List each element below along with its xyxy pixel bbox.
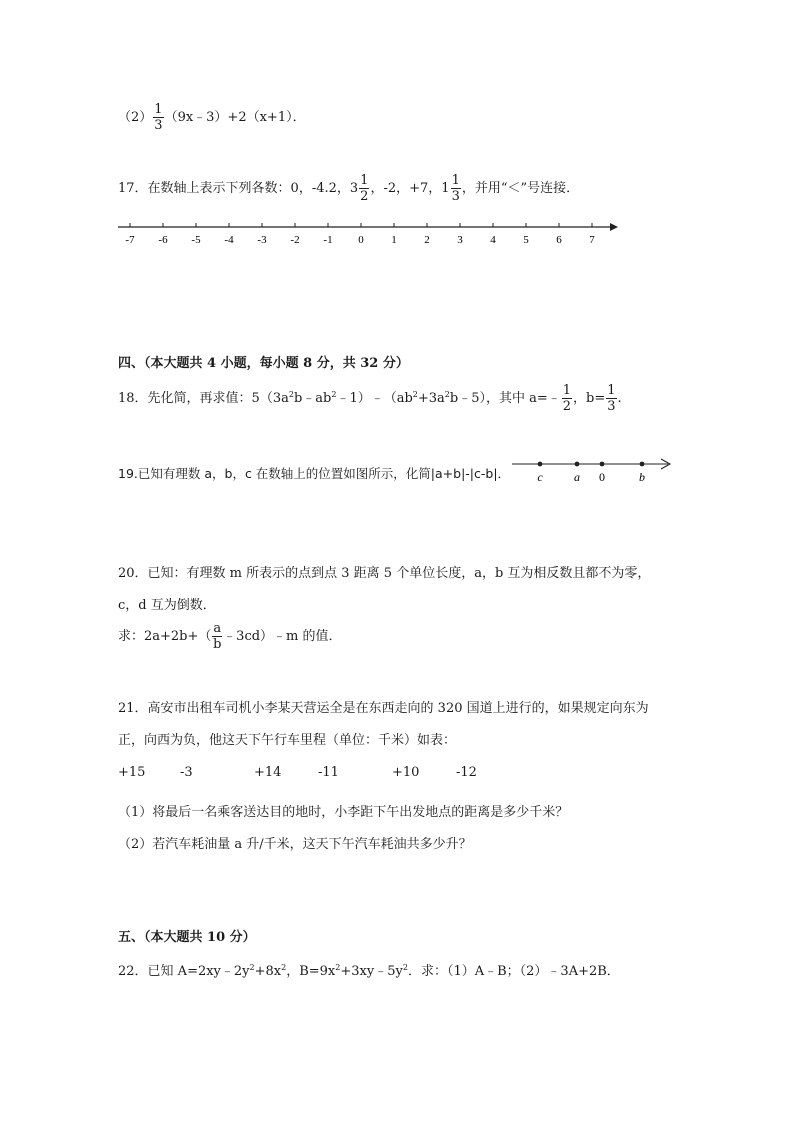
q17-axis-tick-label: -7 <box>125 234 135 246</box>
q17-mixed-1 <box>350 174 371 203</box>
q18-part4: +3a <box>417 391 445 406</box>
q18-part5: b﹣5），其中 a=﹣ <box>449 391 561 406</box>
q17-mixed2-whole: 1 <box>441 181 450 196</box>
q16-frac-num: 1 <box>154 102 163 117</box>
q16-part2 <box>118 103 306 132</box>
q19-label-c: c <box>537 470 543 484</box>
q17-mixed-2 <box>441 174 462 203</box>
q18-part2: b﹣ab <box>293 391 332 406</box>
q19-point-b <box>640 462 645 467</box>
q21-line1: 21．高安市出租车司机小李某天营运全是在东西走向的 320 国道上进行的，如果规定向东为 <box>118 701 649 716</box>
q22-part4: +3xy﹣5y <box>340 964 403 979</box>
q20-fraction <box>212 622 222 651</box>
section4-heading: 四、（本大题共 4 小题，每小题 8 分，共 32 分） <box>118 356 409 371</box>
q22-text <box>118 960 620 979</box>
q19-number-line <box>510 452 680 488</box>
q17-axis-tick-label: 0 <box>358 234 364 246</box>
section5-heading: 五、（本大题共 10 分） <box>118 930 256 945</box>
q18-part3: ﹣1）﹣（ab <box>336 391 413 406</box>
q18-sup2: 2 <box>331 390 337 399</box>
q18-sup4: 2 <box>444 390 450 399</box>
q19-text: 19.已知有理数 a，b，c 在数轴上的位置如图所示，化简|a+b|-|c-b|． <box>118 466 511 481</box>
q20-line2: c，d 互为倒数． <box>118 598 216 613</box>
q19-point-a <box>575 462 580 467</box>
q17-axis-tick-label: 2 <box>424 234 430 246</box>
q17-axis-arrow <box>610 223 618 231</box>
q18-b-num: 1 <box>607 383 616 398</box>
q18-part1: 18．先化简，再求值：5（3a <box>118 391 289 406</box>
q21-value: +15 <box>118 765 146 780</box>
q16-rest: （9x﹣3）+2（x+1）． <box>164 110 306 125</box>
q18-sup3: 2 <box>412 390 418 399</box>
q17-mixed1-den: 2 <box>360 189 369 204</box>
q19-point-c <box>538 462 543 467</box>
q22-part3: ，B=9x <box>286 964 336 979</box>
q17-axis-tick-label: 6 <box>556 234 562 246</box>
q19-label-zero: 0 <box>599 470 605 484</box>
q17-axis-tick-label: 4 <box>490 234 496 246</box>
q20-frac-num: a <box>213 621 222 636</box>
q17-mixed1-num: 1 <box>360 173 369 188</box>
q21-value: +14 <box>254 765 282 780</box>
q16-prefix: （2） <box>118 110 153 125</box>
q18-a-num: 1 <box>562 383 572 398</box>
q22-sup4: 2 <box>402 963 408 972</box>
q17-axis-tick-label: 5 <box>523 234 529 246</box>
q20-frac-den: b <box>213 637 222 652</box>
q16-fraction <box>153 103 163 132</box>
q18-a-den: 2 <box>562 399 572 414</box>
q19-label-a: a <box>574 470 580 484</box>
q17-axis-tick-label: -1 <box>323 234 333 246</box>
q22-sup3: 2 <box>335 963 341 972</box>
q17-text <box>118 174 579 203</box>
q21-value: +10 <box>392 765 420 780</box>
q19-point-zero <box>600 462 605 467</box>
q17-part3: ，并用“＜”号连接． <box>461 181 580 196</box>
q18-b-den: 3 <box>607 399 616 414</box>
q21-value: -11 <box>318 765 339 780</box>
q17-part2: ，-2，+7， <box>370 181 442 196</box>
q18-part6: ，b= <box>573 391 606 406</box>
q21-value: -3 <box>180 765 193 780</box>
q22-sup1: 2 <box>249 963 255 972</box>
q22-part1: 22．已知 A=2xy﹣2y <box>118 964 250 979</box>
q17-axis-tick-label: -3 <box>257 234 267 246</box>
q17-axis-tick-label: 1 <box>391 234 397 246</box>
q20-line3-post: ﹣3cd）﹣m 的值． <box>223 629 342 644</box>
q21-value: -12 <box>456 765 477 780</box>
q17-axis-tick-label: -5 <box>191 234 201 246</box>
q17-number-line <box>110 215 630 255</box>
q17-mixed1-whole: 3 <box>349 181 359 196</box>
q22-part2: +8x <box>254 964 282 979</box>
q17-part1: 17．在数轴上表示下列各数：0，-4.2， <box>118 181 350 196</box>
q17-mixed2-num: 1 <box>451 173 460 188</box>
q18-sup1: 2 <box>288 390 294 399</box>
q17-axis-tick-label: 7 <box>589 234 595 246</box>
q21-sub1: （1）将最后一名乘客送达目的地时，小李距下午出发地点的距离是多少千米？ <box>118 805 569 820</box>
q18-text <box>118 384 622 413</box>
q17-axis-tick-label: -2 <box>290 234 300 246</box>
q17-axis-tick-label: -4 <box>224 234 234 246</box>
q18-part7: . <box>617 391 622 406</box>
q22-part5: ．求：（1）A﹣B；（2）﹣3A+2B． <box>407 964 620 979</box>
q17-axis-tick-label: -6 <box>158 234 168 246</box>
q21-sub2: （2）若汽车耗油量 a 升/千米，这天下午汽车耗油共多少升？ <box>118 837 472 852</box>
q20-line3 <box>118 622 342 651</box>
q19-label-b: b <box>639 470 645 484</box>
q17-axis-tick-label: 3 <box>457 234 463 246</box>
q20-line1: 20．已知：有理数 m 所表示的点到点 3 距离 5 个单位长度，a，b 互为相反数且都不为零， <box>118 566 651 581</box>
q20-line3-pre: 求：2a+2b+（ <box>118 629 212 644</box>
q22-sup2: 2 <box>281 963 287 972</box>
q17-mixed2-den: 3 <box>451 189 460 204</box>
q21-line2: 正，向西为负，他这天下午行车里程（单位：千米）如表： <box>118 733 457 748</box>
q18-b-fraction <box>606 384 616 413</box>
q18-a-fraction <box>562 384 572 413</box>
q16-frac-den: 3 <box>154 118 163 133</box>
